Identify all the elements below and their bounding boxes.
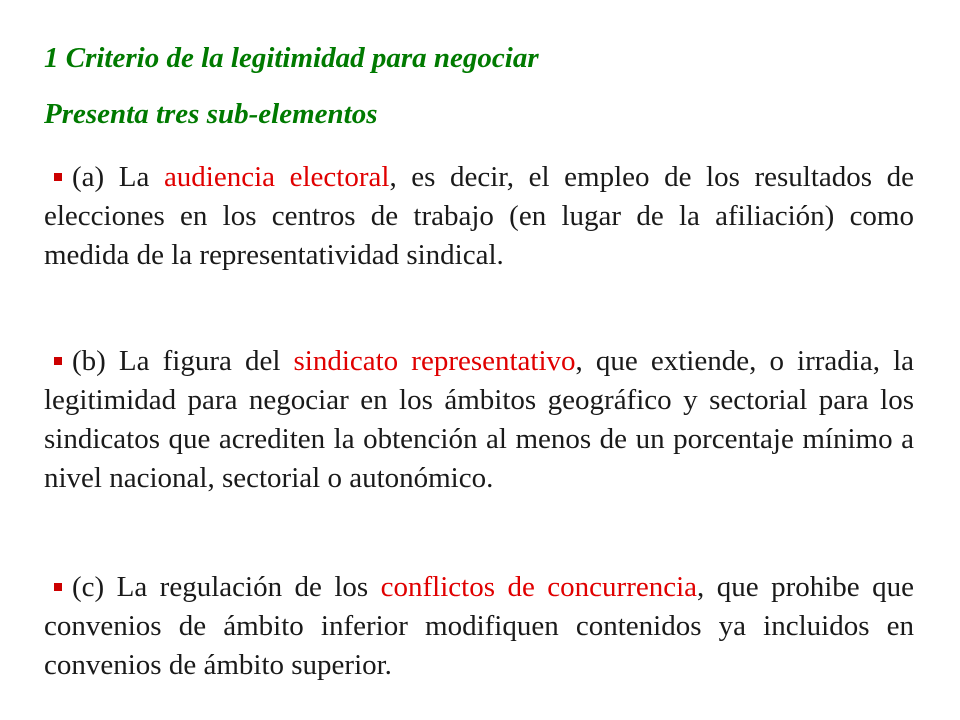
slide-title: 1 Criterio de la legitimidad para negociar <box>44 42 539 74</box>
item-text-after: , es decir, el empleo de los resultados de elecciones en los centros de trabajo (en lugar de la afiliación) como medida de la representatividad sindical. <box>44 161 914 271</box>
list-item-b <box>44 342 914 498</box>
item-highlight: sindicato representativo <box>293 345 576 377</box>
slide-subtitle: Presenta tres sub-elementos <box>44 98 378 130</box>
item-text-after: , que extiende, o irradia, la legitimidad para negociar en los ámbitos geográfico y sectorial para los sindicatos que acrediten la obtención al menos de un porcentaje mínimo a nivel nacional, sectorial o autonómico. <box>44 345 914 494</box>
square-bullet-icon <box>54 357 62 365</box>
square-bullet-icon <box>54 173 62 181</box>
list-item-c <box>44 568 914 685</box>
item-text-before: (b) La figura del <box>72 345 294 377</box>
list-item-a <box>44 158 914 275</box>
item-text-after: , que prohibe que convenios de ámbito inferior modifiquen contenidos ya incluidos en convenios de ámbito superior. <box>44 571 914 681</box>
square-bullet-icon <box>54 583 62 591</box>
item-text-before: (c) La regulación de los <box>72 571 381 603</box>
item-text-before: (a) La <box>72 161 164 193</box>
item-highlight: audiencia electoral <box>163 161 390 193</box>
item-highlight: conflictos de concurrencia <box>380 571 698 603</box>
